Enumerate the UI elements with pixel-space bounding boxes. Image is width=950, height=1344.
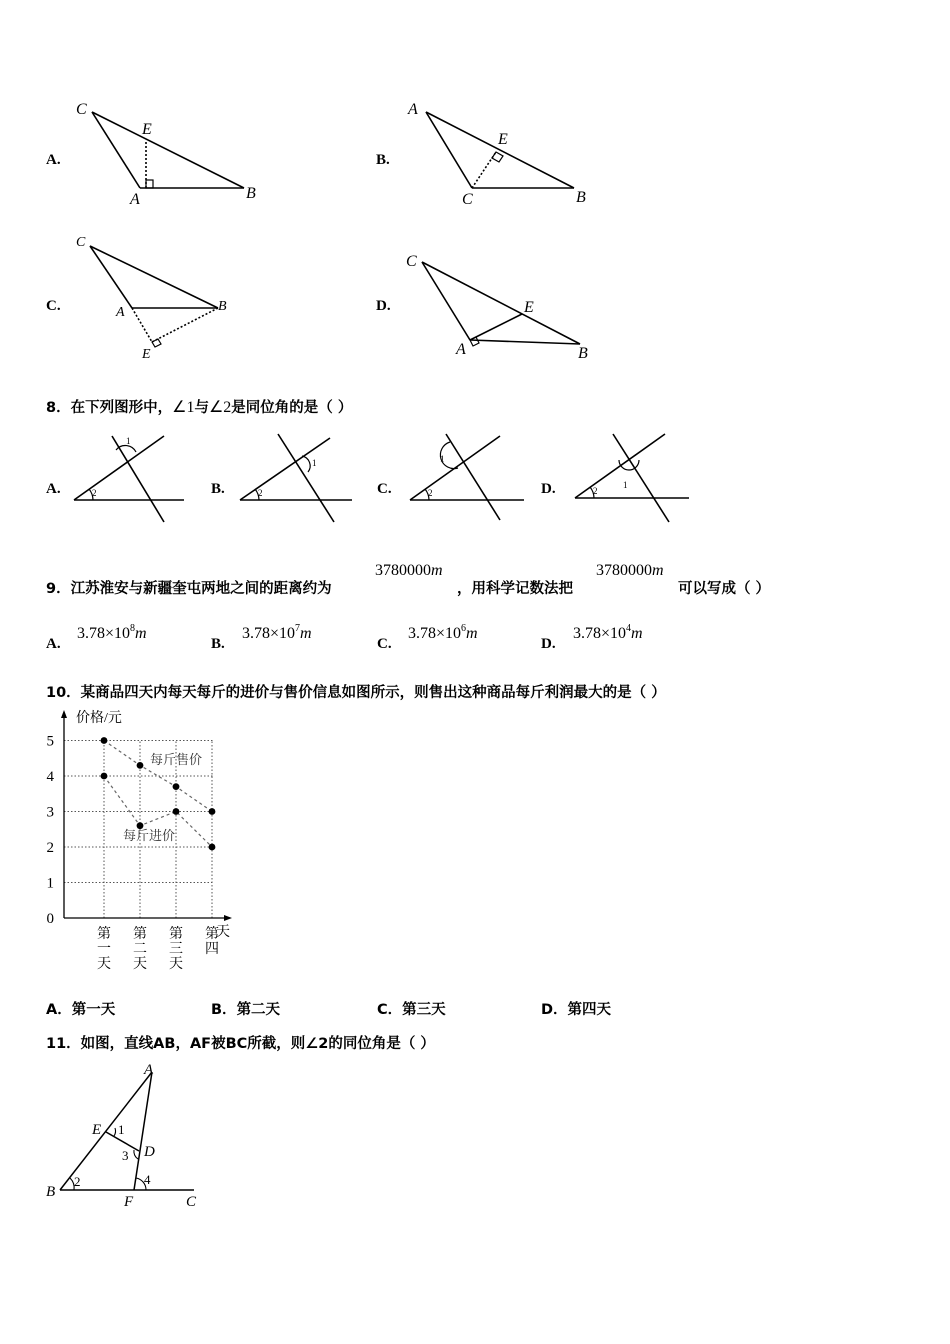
q8a-angle-2: 2: [92, 488, 97, 498]
q8-option-b-label: B.: [211, 481, 225, 497]
q9-option-a-label: A.: [46, 636, 61, 652]
q11-stem: 11．如图，直线AB，AF被BC所截，则∠2的同位角是（ ）: [46, 1036, 435, 1052]
x-tick-label: 天: [97, 957, 111, 972]
q10-option-c: C．第三天: [377, 1002, 446, 1018]
q8b-angle-2: 2: [258, 488, 263, 498]
q7b-point-e: E: [498, 131, 508, 148]
q9-distance-1: 3780000m: [375, 562, 443, 579]
q7-option-d-label: D.: [376, 298, 391, 314]
chart-ylabel: 价格/元: [76, 711, 122, 726]
q11-point-a: A: [144, 1062, 154, 1078]
q8c-angle-1: 1: [440, 454, 445, 464]
y-tick-label: 2: [46, 840, 54, 856]
q9-option-a-value: $3.78\times 10^8m$: [77, 623, 147, 642]
q11-figure: [40, 1060, 210, 1212]
x-tick-label: 第: [97, 927, 111, 942]
q8-option-c-label: C.: [377, 481, 392, 497]
q7-option-b-label: B.: [376, 152, 390, 168]
q8-option-d-label: D.: [541, 481, 556, 497]
q9-option-d-label: D.: [541, 636, 556, 652]
x-axis-arrow: [224, 915, 232, 921]
q10-option-b: B．第二天: [211, 1002, 281, 1018]
series-point-1: [173, 808, 180, 815]
q8-option-b-figure: [232, 430, 357, 526]
q7b-point-c: C: [462, 191, 473, 208]
q7b-point-a: A: [408, 101, 418, 118]
y-tick-label: 3: [46, 804, 54, 821]
q11-angle-3: 3: [122, 1148, 129, 1163]
q11-angle-4: 4: [144, 1172, 151, 1187]
q11-angle-2: 2: [74, 1174, 81, 1189]
x-tick-label: 第: [169, 927, 183, 942]
q11-angle-1: 1: [118, 1122, 125, 1137]
q9-stem-part1: 9．江苏淮安与新疆奎屯两地之间的距离约为: [46, 581, 332, 597]
q7-option-c-figure: [70, 232, 270, 362]
q8-option-c-figure: [400, 430, 525, 526]
q9-option-b-label: B.: [211, 636, 225, 652]
q9-option-c-label: C.: [377, 636, 392, 652]
q11-point-e: E: [92, 1122, 102, 1138]
q8-stem: 8．在下列图形中，∠1与∠2是同位角的是（ ）: [46, 399, 353, 416]
q7a-point-e: E: [142, 121, 152, 138]
series-point-1: [101, 773, 108, 780]
series-point-0: [137, 762, 144, 769]
q7c-point-b: B: [218, 299, 227, 314]
q8-option-d-figure: [565, 430, 695, 526]
x-tick-label: 一: [97, 942, 111, 957]
q8-option-a-figure: [66, 430, 191, 526]
q7c-point-a: A: [116, 305, 125, 320]
series-sell-label: 每斤售价: [150, 752, 203, 767]
series-point-0: [101, 737, 108, 744]
x-tick-label: 四: [205, 942, 219, 957]
q8d-angle-2: 2: [593, 486, 598, 496]
q8-option-a-label: A.: [46, 481, 61, 497]
y-tick-label: 4: [46, 769, 54, 785]
q7a-point-b: B: [246, 185, 256, 202]
q7a-point-a: A: [130, 191, 140, 208]
q11-point-c: C: [186, 1194, 197, 1210]
q7d-point-c: C: [406, 253, 417, 270]
q8a-angle-1: 1: [126, 436, 131, 446]
q8c-angle-2: 2: [428, 488, 433, 498]
q7d-point-e: E: [524, 299, 534, 316]
x-tick-label: 天: [169, 957, 183, 972]
q9-stem-part2: ，用科学记数法把: [457, 581, 573, 597]
q11-point-d: D: [144, 1144, 155, 1160]
q7-option-a-figure: [70, 96, 270, 208]
y-axis-arrow: [61, 710, 67, 718]
x-tick-label: 三: [169, 942, 183, 957]
q9-distance-2: 3780000m: [596, 562, 664, 579]
q7d-point-b: B: [578, 345, 588, 362]
y-tick-label: 1: [46, 875, 54, 892]
q10-price-chart: [40, 706, 250, 976]
chart-axes: [61, 710, 232, 921]
q7b-point-b: B: [576, 189, 586, 206]
q7d-point-a: A: [456, 341, 466, 358]
q9-option-b-value: $3.78\times 10^7m$: [242, 623, 312, 642]
q10-option-a: A．第一天: [46, 1002, 116, 1018]
x-tick-label: 第: [205, 927, 219, 942]
q7-option-c-label: C.: [46, 298, 61, 314]
q7a-point-c: C: [76, 101, 87, 118]
q10-stem: 10．某商品四天内每天每斤的进价与售价信息如图所示，则售出这种商品每斤利润最大的是（ ）: [46, 685, 666, 701]
q8b-angle-1: 1: [312, 458, 317, 468]
q10-option-d: D．第四天: [541, 1002, 612, 1018]
q11-point-b: B: [46, 1184, 56, 1200]
chart-xlabel: 天: [216, 925, 230, 940]
y-tick-label: 0: [46, 911, 54, 927]
x-tick-label: 第: [133, 927, 147, 942]
x-tick-label: 天: [133, 957, 147, 972]
q7c-point-e: E: [142, 347, 151, 362]
q9-stem-part3: 可以写成（ ）: [678, 581, 771, 597]
series-point-0: [173, 783, 180, 790]
q9-option-d-value: $3.78\times 10^4m$: [573, 623, 643, 642]
series-cost-label: 每斤进价: [123, 828, 176, 843]
q7c-point-c: C: [76, 235, 86, 250]
q7-option-a-label: A.: [46, 152, 61, 168]
x-tick-label: 二: [133, 942, 147, 957]
q7-option-d-figure: [400, 246, 600, 362]
q7-option-b-figure: [400, 96, 600, 208]
series-point-1: [209, 844, 216, 851]
y-tick-label: 5: [46, 733, 54, 750]
q9-option-c-value: $3.78\times 10^6m$: [408, 623, 478, 642]
q8d-angle-1: 1: [623, 480, 628, 490]
series-point-0: [209, 808, 216, 815]
q11-point-f: F: [124, 1194, 134, 1210]
